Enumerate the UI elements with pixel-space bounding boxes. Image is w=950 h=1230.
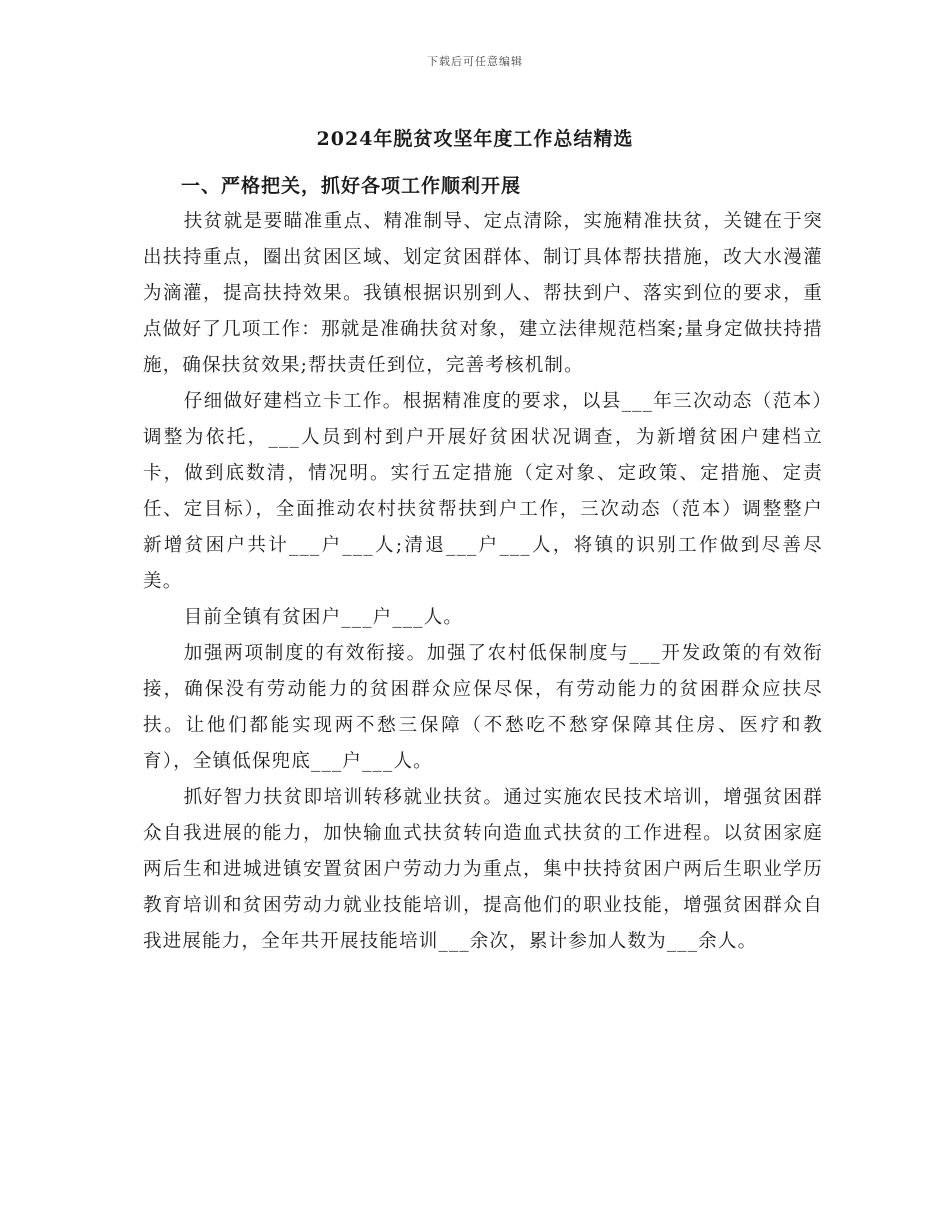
document-body	[143, 168, 823, 960]
paragraph-4: 加强两项制度的有效衔接。加强了农村低保制度与___开发政策的有效衔接，确保没有劳动能力的贫困群众应保尽保，有劳动能力的贫困群众应扶尽扶。让他们都能实现两不愁三保障（不愁吃不愁穿保障其住房、医疗和教育），全镇低保兜底___户___人。	[143, 643, 823, 772]
paragraph-2: 仔细做好建档立卡工作。根据精准度的要求，以县___年三次动态（范本）调整为依托，___人员到村到户开展好贫困状况调查，为新增贫困户建档立卡，做到底数清，情况明。实行五定措施（定对象、定政策、定措施、定责任、定目标），全面推动农村扶贫帮扶到户工作，三次动态（范本）调整整户新增贫困户共计___户___人;清退___户___人，将镇的识别工作做到尽善尽美。	[143, 391, 823, 592]
header-note: 下载后可任意编辑	[427, 55, 523, 68]
document-title: 2024年脱贫攻坚年度工作总结精选	[316, 128, 634, 150]
paragraph-5: 抓好智力扶贫即培训转移就业扶贫。通过实施农民技术培训，增强贫困群众自我进展的能力，加快输血式扶贫转向造血式扶贫的工作进程。以贫困家庭两后生和进城进镇安置贫困户劳动力为重点，集中扶持贫困户两后生职业学历教育培训和贫困劳动力就业技能培训，提高他们的职业技能，增强贫困群众自我进展能力，全年共开展技能培训___余次，累计参加人数为___余人。	[143, 787, 823, 952]
paragraph-3: 目前全镇有贫困户___户___人。	[183, 607, 464, 628]
paragraph-1: 扶贫就是要瞄准重点、精准制导、定点清除，实施精准扶贫，关键在于突出扶持重点，圈出贫困区域、划定贫困群体、制订具体帮扶措施，改大水漫灌为滴灌，提高扶持效果。我镇根据识别到人、帮扶到户、落实到位的要求，重点做好了几项工作：那就是准确扶贫对象，建立法律规范档案;量身定做扶持措施，确保扶贫效果;帮扶责任到位，完善考核机制。	[143, 211, 823, 376]
section-heading: 一、严格把关，抓好各项工作顺利开展	[181, 175, 522, 197]
